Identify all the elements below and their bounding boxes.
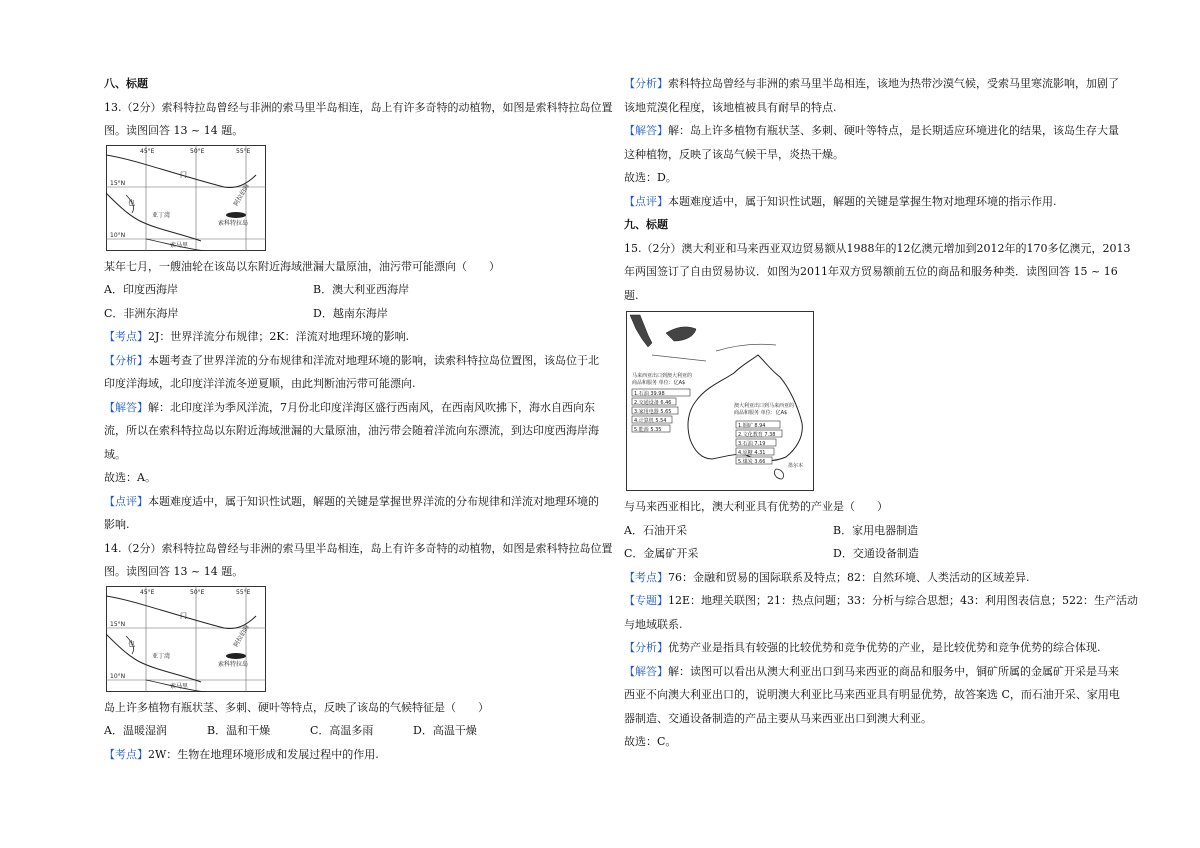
au-item-5: 5.煤炭 3.66: [738, 459, 766, 465]
socotra-map-figure-2: [106, 586, 590, 696]
right-column: [624, 72, 1139, 754]
q15-answer: 故选：C。: [624, 735, 677, 748]
map2-ye: 也: [128, 639, 135, 648]
q13-question: 某年七月，一艘油轮在该岛以东附近海域泄漏大量原油，油污带可能漂向（ ）: [104, 259, 500, 273]
q14-option-d: D．高温干燥: [413, 724, 477, 737]
q14-option-b: B．温和干燥: [207, 724, 271, 737]
fenxi-tag: 【分析】: [624, 641, 668, 654]
jieda-tag: 【解答】: [624, 664, 668, 678]
q14-fenxi-line1: [624, 72, 1119, 96]
map2-lon2: 50°E: [190, 588, 205, 596]
q14-dianping-text: 本题难度适中，属于知识性试题，解题的关键是掌握生物对地理环境的指示作用.: [668, 194, 1057, 208]
map2-lon3: 55°E: [236, 588, 251, 596]
q15-stem-line1: 15.（2分）澳大利亚和马来西亚双边贸易额从1988年的12亿澳元增加到2012年的170多亿澳元，2013: [624, 241, 1131, 255]
map1-gulf: 亚丁湾: [152, 211, 171, 219]
map1-lat2: 10°N: [110, 231, 126, 239]
q13-options-row2: [104, 302, 590, 326]
socotra-map-figure-1: [106, 145, 590, 255]
q13-fenxi-text1: 本题考查了世界洋流的分布规律和洋流对地理环境的影响，读索科特拉岛位置图，该岛位于北: [148, 353, 599, 367]
q14-jieda-line1: [624, 119, 1119, 143]
q15-zhuanti-line2: 与地域联系.: [624, 617, 683, 631]
q13-stem-line1: 13.（2分）索科特拉岛曾经与非洲的索马里半岛相连，岛上有许多奇特的动植物，如图是索科特拉岛位置: [104, 100, 613, 114]
q13-stem-line2: 图。读图回答 13 ~ 14 题。: [104, 124, 244, 137]
jieda-tag: 【解答】: [624, 124, 668, 137]
q15-fenxi-text: 优势产业是指具有较强的比较优势和竞争优势的产业，是比较优势和竞争优势的综合体现.: [668, 641, 1101, 654]
map2-lat1: 15°N: [110, 620, 126, 628]
my-item-3: 3.家用电器 5.65: [634, 409, 672, 415]
my-item-2: 2.交通设备 6.46: [634, 400, 672, 406]
q13-option-d: D．越南东海岸: [313, 306, 388, 320]
q15-option-a: A．石油开采: [624, 523, 687, 537]
q14-jieda-line2: 这种植物，反映了该岛气候干旱，炎热干燥。: [624, 147, 844, 161]
au-item-1: 1.铜矿 8.94: [738, 423, 766, 429]
map2-somalia: 索马里: [170, 682, 189, 690]
q14-fenxi-line2: 该地荒漠化程度，该地植被具有耐旱的特点.: [624, 100, 837, 114]
q15-kaodian-text: 76：金融和贸易的国际联系及特点；82：自然环境、人类活动的区域差异.: [668, 570, 1030, 584]
q15-zhuanti-line1: [624, 589, 1139, 613]
my-item-4: 4.计算机 5.54: [634, 418, 667, 424]
q15-kaodian: [624, 566, 1110, 590]
q15-options-row1: [624, 519, 1110, 543]
q13-fenxi-line1: [104, 349, 599, 373]
q13-jieda-line3: 域。: [104, 447, 126, 461]
au-item-2: 2.文化教育 7.38: [738, 432, 776, 438]
map2-men: 门: [180, 611, 187, 620]
q14-answer: 故选：D。: [624, 171, 677, 184]
q14-kaodian-text: 2W：生物在地理环境形成和发展过程中的作用.: [148, 747, 379, 761]
my-title-1: 马来西亚出口到澳大利亚的: [632, 373, 693, 379]
socotra-map-2: [106, 586, 266, 692]
map1-ye: 也: [128, 198, 135, 207]
map2-sea: 阿拉伯海: [232, 623, 251, 648]
q15-jieda-text1: 解：读图可以看出从澳大利亚出口到马来西亚的商品和服务中，铜矿所属的金属矿开采是马来: [668, 664, 1119, 678]
q15-jieda-line3: 器制造、交通设备制造的产品主要从马来西亚出口到澳大利亚。: [624, 711, 932, 725]
q14-kaodian: [104, 743, 590, 767]
dianping-tag: 【点评】: [624, 194, 668, 208]
q14-jieda-text1: 解：岛上许多植物有瓶状茎、多刺、硬叶等特点，是长期适应环境进化的结果，该岛生存大量: [668, 124, 1119, 137]
q13-jieda-text1: 解：北印度洋为季风洋流，7月份北印度洋海区盛行西南风，在西南风吹拂下，海水自西向东: [148, 400, 595, 414]
q14-stem-line1: 14.（2分）索科特拉岛曾经与非洲的索马里半岛相连，岛上有许多奇特的动植物，如图是索科特拉岛位置: [104, 541, 613, 555]
q13-option-b: B．澳大利亚西海岸: [313, 283, 410, 296]
dianping-tag: 【点评】: [104, 494, 148, 508]
q15-option-b: B．家用电器制造: [833, 523, 919, 537]
q14-option-c: C．高温多雨: [310, 724, 374, 737]
q14-fenxi-text1: 索科特拉岛曾经与非洲的索马里半岛相连，该地为热带沙漠气候，受索马里寒流影响，加剧了: [668, 77, 1119, 90]
q13-option-a: A．印度西海岸: [104, 283, 178, 296]
q15-stem-line3: 题.: [624, 288, 639, 302]
zhuanti-tag: 【专题】: [624, 594, 668, 607]
q13-jieda-line1: [104, 396, 595, 420]
jieda-tag: 【解答】: [104, 400, 148, 414]
q15-fenxi: [624, 636, 1110, 660]
map2-island: 索科特拉岛: [218, 660, 249, 668]
map2-lat2: 10°N: [110, 672, 126, 680]
q15-question: 与马来西亚相比，澳大利亚具有优势的产业是（ ）: [624, 500, 888, 513]
section-heading-8: 八、标题: [104, 77, 148, 90]
q13-dianping-line1: [104, 490, 599, 514]
map1-lon2: 50°E: [190, 147, 205, 155]
my-title-2: 商品和服务 单位：亿A$: [632, 380, 686, 386]
q15-zhuanti-text1: 12E：地理关联图；21：热点问题；33：分析与综合思想；43：利用图表信息；522：生产活动: [668, 594, 1139, 607]
au-item-4: 4.原糖 4.31: [738, 450, 766, 456]
socotra-map-1: [106, 145, 266, 251]
q15-options-row2: [624, 542, 1110, 566]
q15-jieda-line2: 西亚不向澳大利亚出口的，说明澳大利亚比马来西亚具有明显优势，故答案选 C，而石油开采、家用电: [624, 688, 1120, 701]
q13-jieda-line2: 流，所以在索科特拉岛以东附近海域泄漏的大量原油，油污带会随着洋流向东漂流，到达印度西海岸海: [104, 424, 599, 437]
q13-kaodian-text: 2J：世界洋流分布规律；2K：洋流对地理环境的影响.: [148, 330, 410, 343]
q14-dianping: [624, 190, 1110, 214]
fenxi-tag: 【分析】: [104, 353, 148, 367]
left-column: [104, 72, 613, 766]
map1-lon3: 55°E: [236, 147, 251, 155]
q14-options-row: [104, 719, 590, 743]
q14-stem-line2: 图。读图回答 13 ~ 14 题。: [104, 565, 244, 578]
q13-dianping-line2: 影响.: [104, 518, 130, 531]
q13-fenxi-line2: 印度洋海域，北印度洋洋流冬逆夏顺，由此判断油污带可能漂向.: [104, 377, 416, 390]
trade-map: [626, 311, 814, 491]
q13-kaodian: [104, 325, 590, 349]
q13-answer: 故选：A。: [104, 471, 156, 484]
kaodian-tag: 【考点】: [104, 747, 148, 761]
map1-somalia: 索马里: [170, 241, 189, 249]
map2-lon1: 45°E: [140, 588, 155, 596]
map1-island: 索科特拉岛: [218, 219, 249, 227]
my-item-1: 1.石油 39.98: [634, 391, 665, 397]
kaodian-tag: 【考点】: [104, 330, 148, 343]
kaodian-tag: 【考点】: [624, 570, 668, 584]
map1-men: 门: [180, 170, 187, 179]
q14-question: 岛上许多植物有瓶状茎、多刺、硬叶等特点，反映了该岛的气候特征是（ ）: [104, 700, 489, 714]
map1-sea: 阿拉伯海: [232, 182, 251, 207]
map1-lon1: 45°E: [140, 147, 155, 155]
q15-option-c: C．金属矿开采: [624, 547, 699, 560]
my-item-5: 5.能源 5.35: [634, 427, 662, 433]
q15-jieda-line1: [624, 660, 1119, 684]
map1-lat1: 15°N: [110, 179, 126, 187]
q14-option-a: A．温暖湿润: [104, 724, 167, 737]
city-melbourne: 墨尔本: [788, 463, 804, 469]
au-title-1: 澳大利亚出口到马来西亚的: [734, 403, 795, 409]
trade-map-figure: [626, 311, 1110, 495]
q13-dianping-text1: 本题难度适中，属于知识性试题，解题的关键是掌握世界洋流的分布规律和洋流对地理环境的: [148, 494, 599, 508]
map2-gulf: 亚丁湾: [152, 652, 171, 660]
q13-option-c: C．非洲东海岸: [104, 306, 179, 320]
au-item-3: 3.石油 7.19: [738, 441, 766, 447]
q15-option-d: D．交通设备制造: [833, 547, 919, 560]
q15-stem-line2: 年两国签订了自由贸易协议．如图为2011年双方贸易额前五位的商品和服务种类．读图回答 15 ~ 16: [624, 265, 1118, 278]
au-title-2: 商品和服务 单位：亿A$: [734, 410, 788, 416]
q13-options-row1: [104, 278, 590, 302]
fenxi-tag: 【分析】: [624, 77, 668, 90]
section-heading-9: 九、标题: [624, 218, 668, 231]
